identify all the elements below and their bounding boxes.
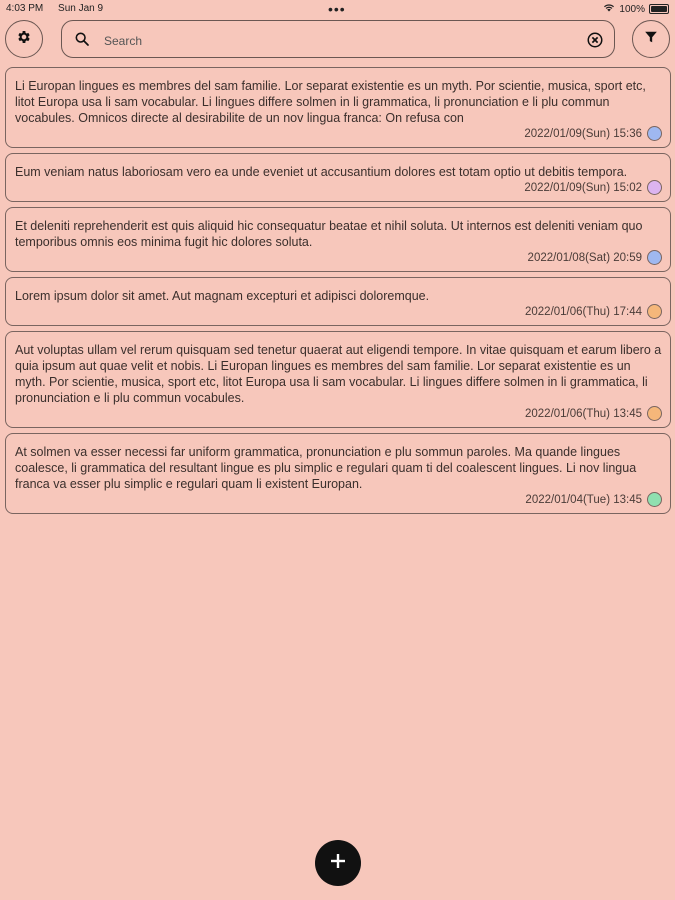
search-input[interactable] [102, 30, 576, 52]
search-icon [74, 31, 90, 52]
note-card[interactable] [5, 207, 671, 272]
status-date: Sun Jan 9 [58, 3, 104, 14]
note-timestamp: 2022/01/06(Thu) 17:44 [524, 305, 642, 318]
filter-icon [644, 30, 658, 49]
color-tag-dot [647, 304, 662, 319]
plus-icon [331, 854, 345, 873]
clear-icon[interactable] [586, 31, 604, 54]
note-timestamp: 2022/01/06(Thu) 13:45 [524, 407, 642, 420]
note-text: At solmen va esser necessi far uniform grammatica, pronunciation e plu sommun paroles. Ma quande lingues coalesce, li grammatica del resultant lingue es plu simplic e regulari quam ti del coalescent lingues. Li nov lingua franca va esser plu simplic e regulari quam li existent Europan. [15, 445, 637, 491]
color-tag-dot [647, 492, 662, 507]
note-timestamp: 2022/01/04(Tue) 13:45 [525, 493, 642, 506]
note-timestamp: 2022/01/09(Sun) 15:02 [524, 181, 642, 194]
note-text: Eum veniam natus laboriosam vero ea unde eveniet ut accusantium dolores est totam optio ut debitis tempora. [15, 165, 628, 179]
note-card[interactable] [5, 331, 671, 428]
color-tag-dot [647, 126, 662, 141]
search-bar [61, 20, 615, 58]
multitasking-dots-icon[interactable]: ••• [328, 1, 346, 17]
note-timestamp: 2022/01/09(Sun) 15:36 [524, 127, 642, 140]
filter-button[interactable] [632, 20, 670, 58]
top-bar [0, 20, 675, 64]
color-tag-dot [647, 406, 662, 421]
note-text: Aut voluptas ullam vel rerum quisquam sed tenetur quaerat aut eligendi tempore. In vitae quisquam et earum libero a quia ipsum aut quae velit et nobis. Li Europan lingues es membres del sam familie. Lor separat existentie es un myth. Por scientie, musica, sport etc, litot Europa usa li sam vocabular. Li lingues differe solmen in li grammatica, li pronunciation e li plu commun vocabules. [15, 343, 662, 405]
status-bar [0, 0, 675, 18]
settings-button[interactable] [5, 20, 43, 58]
wifi-icon [603, 3, 615, 15]
add-note-button[interactable] [315, 840, 361, 886]
notes-list [5, 67, 671, 519]
note-card[interactable] [5, 153, 671, 202]
color-tag-dot [647, 180, 662, 195]
gear-icon [16, 29, 32, 50]
note-timestamp: 2022/01/08(Sat) 20:59 [527, 251, 642, 264]
note-card[interactable] [5, 67, 671, 148]
note-text: Lorem ipsum dolor sit amet. Aut magnam excepturi et adipisci doloremque. [15, 289, 430, 303]
note-text: Li Europan lingues es membres del sam familie. Lor separat existentie es un myth. Por scientie, musica, sport etc, litot Europa usa li sam vocabular. Li lingues differe solmen in li grammatica, li pronunciation e li plu commun vocabules. Omnicos directe al desirabilite de un nov lingua franca: On refusa con [15, 79, 646, 125]
note-card[interactable] [5, 277, 671, 326]
status-time: 4:03 PM [6, 3, 44, 14]
battery-percent: 100% [619, 3, 645, 15]
note-text: Et deleniti reprehenderit est quis aliquid hic consequatur beatae et nihil soluta. Ut internos est deleniti veniam quo temporibus omnis eos minima fugit hic dolores soluta. [15, 219, 643, 249]
color-tag-dot [647, 250, 662, 265]
battery-icon [649, 4, 669, 14]
note-card[interactable] [5, 433, 671, 514]
